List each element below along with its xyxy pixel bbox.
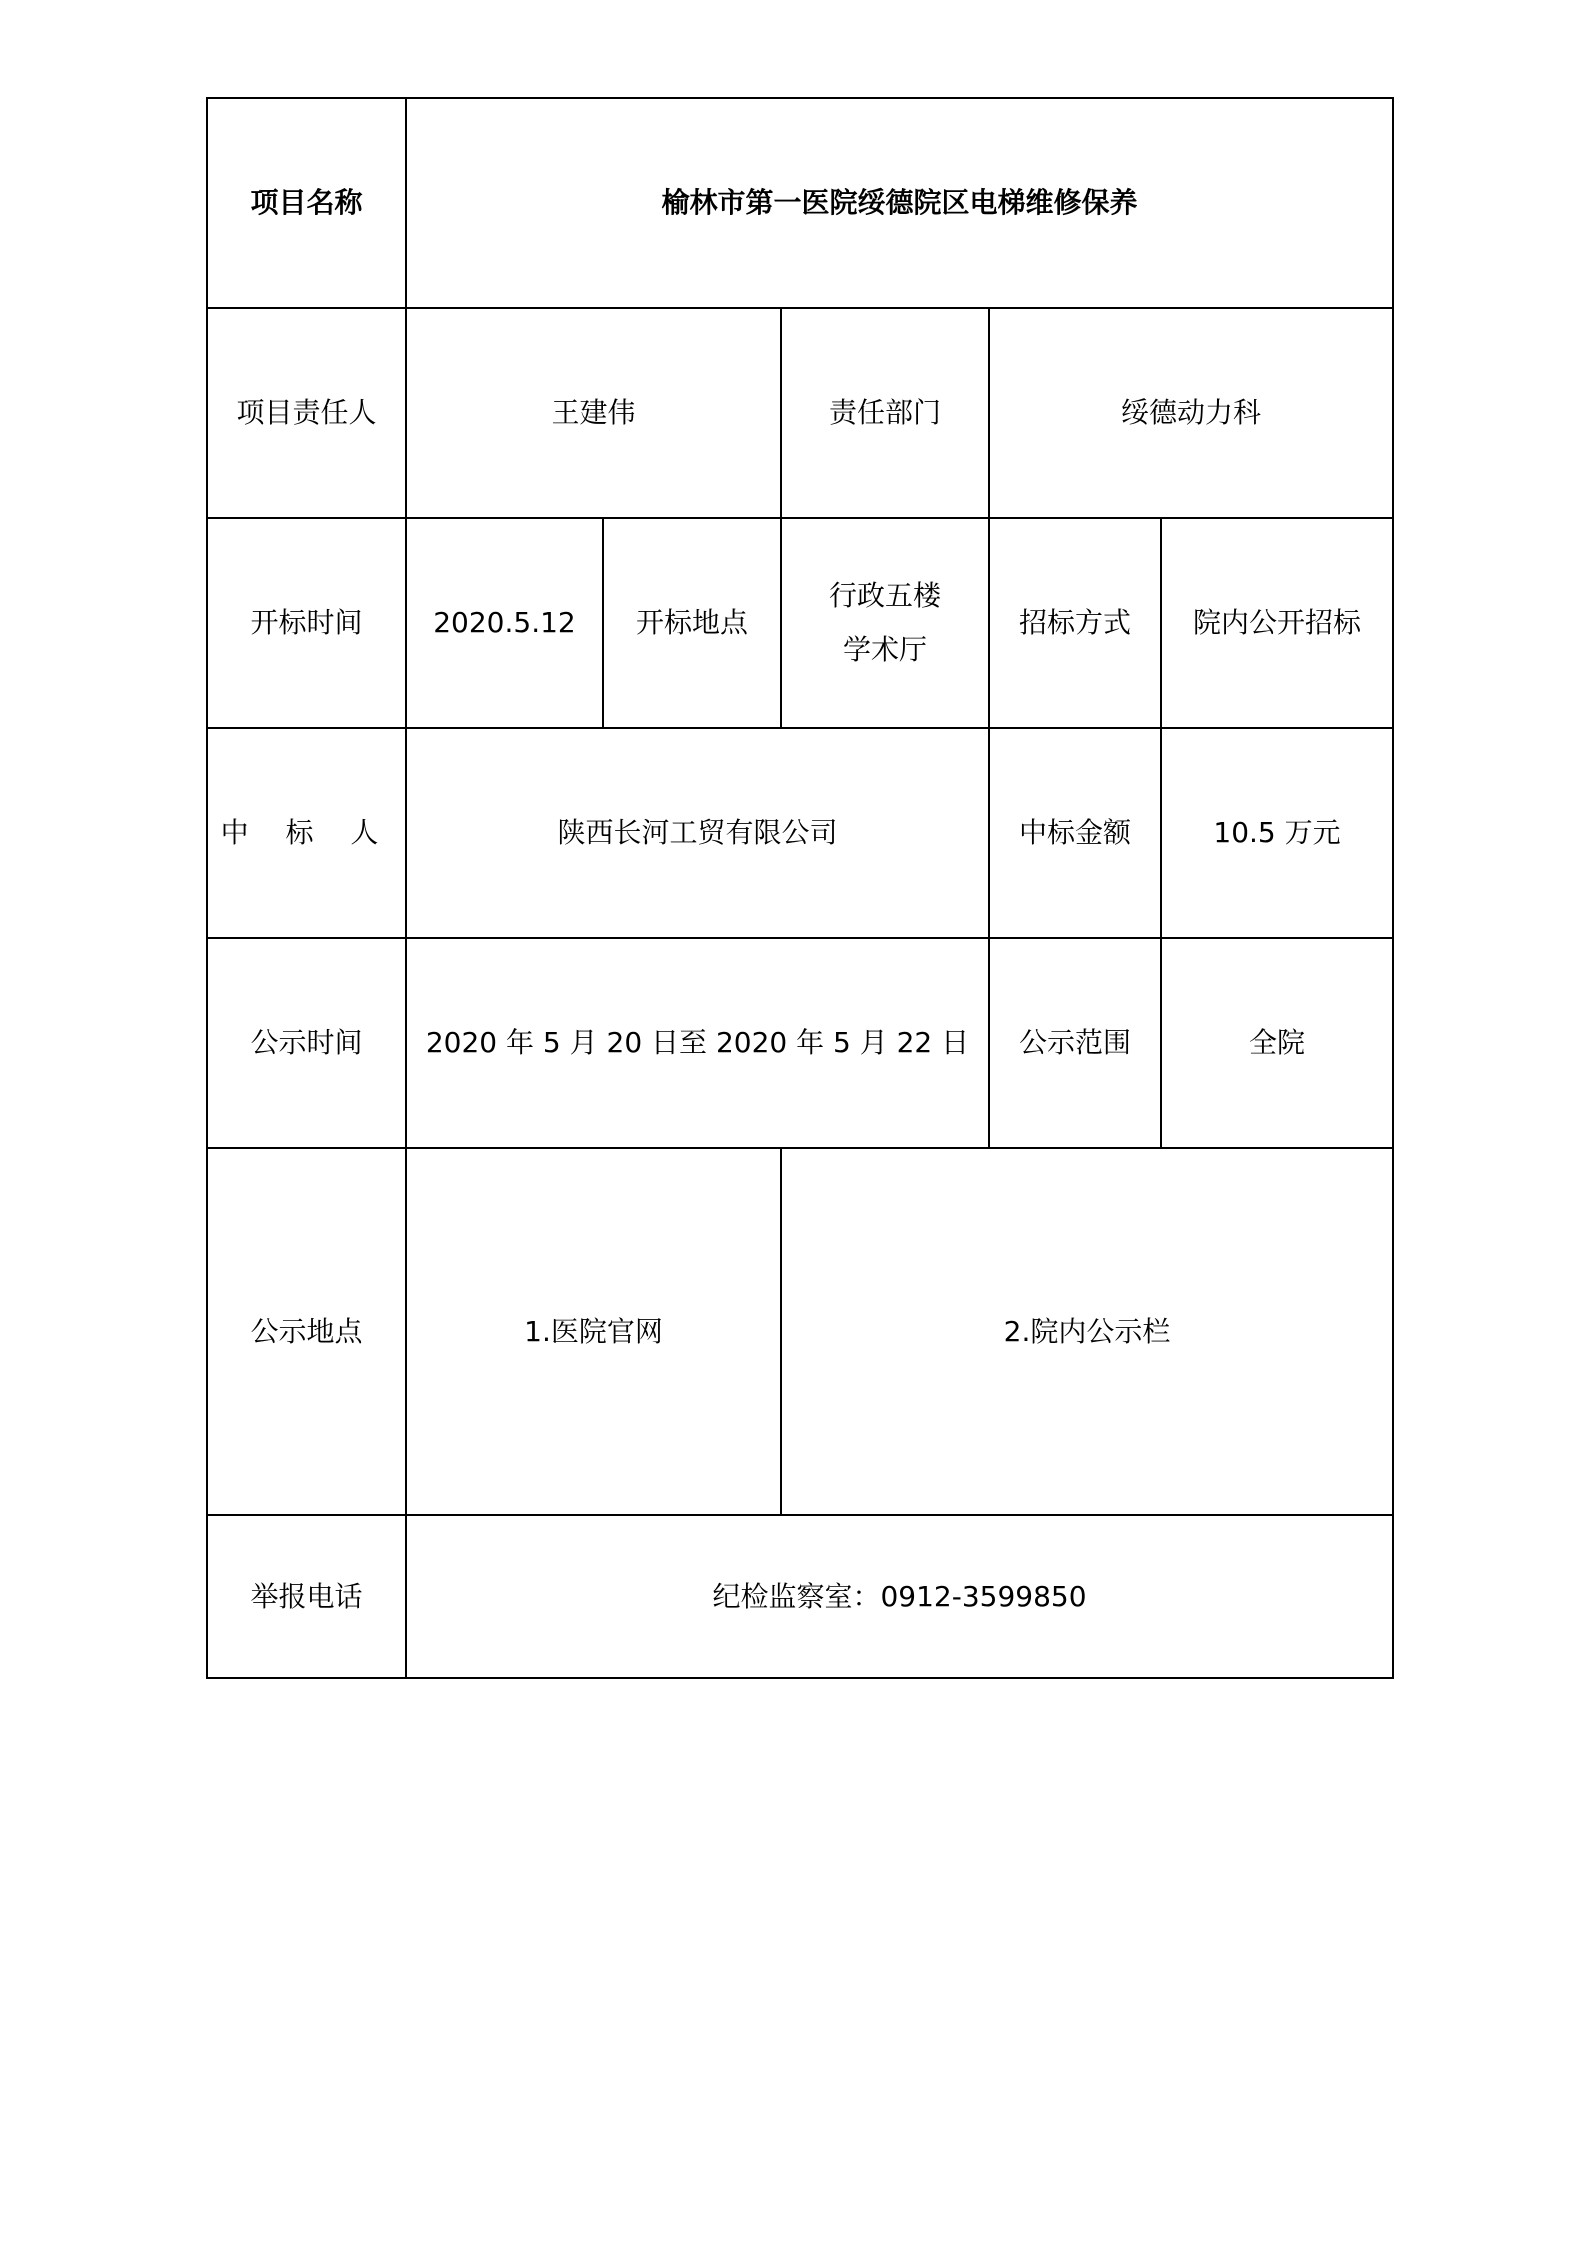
project-name-value: 榆林市第一医院绥德院区电梯维修保养 bbox=[406, 98, 1393, 308]
notice-place-label: 公示地点 bbox=[207, 1148, 406, 1515]
bid-result-table bbox=[206, 97, 1394, 1679]
row-bid-opening bbox=[207, 518, 1393, 728]
bid-open-place-label: 开标地点 bbox=[603, 518, 781, 728]
manager-label: 项目责任人 bbox=[207, 308, 406, 518]
row-notice-time bbox=[207, 938, 1393, 1148]
bid-open-time-value: 2020.5.12 bbox=[406, 518, 603, 728]
notice-scope-value: 全院 bbox=[1161, 938, 1393, 1148]
row-manager bbox=[207, 308, 1393, 518]
department-value: 绥德动力科 bbox=[989, 308, 1393, 518]
notice-scope-label: 公示范围 bbox=[989, 938, 1161, 1148]
bid-method-label: 招标方式 bbox=[989, 518, 1161, 728]
winner-value: 陕西长河工贸有限公司 bbox=[406, 728, 989, 938]
bid-method-value: 院内公开招标 bbox=[1161, 518, 1393, 728]
bid-open-place-line1: 行政五楼 bbox=[828, 579, 941, 612]
department-label: 责任部门 bbox=[781, 308, 989, 518]
notice-place-1: 1.医院官网 bbox=[406, 1148, 781, 1515]
row-notice-place bbox=[207, 1148, 1393, 1515]
bid-open-time-label: 开标时间 bbox=[207, 518, 406, 728]
winner-label: 中 标 人 bbox=[207, 728, 406, 938]
row-winner bbox=[207, 728, 1393, 938]
amount-value: 10.5 万元 bbox=[1161, 728, 1393, 938]
notice-place-2: 2.院内公示栏 bbox=[781, 1148, 1393, 1515]
manager-value: 王建伟 bbox=[406, 308, 781, 518]
report-phone-value: 纪检监察室：0912-3599850 bbox=[406, 1515, 1393, 1678]
notice-time-value: 2020 年 5 月 20 日至 2020 年 5 月 22 日 bbox=[406, 938, 989, 1148]
project-name-label: 项目名称 bbox=[207, 98, 406, 308]
report-phone-label: 举报电话 bbox=[207, 1515, 406, 1678]
row-report-phone bbox=[207, 1515, 1393, 1678]
notice-time-label: 公示时间 bbox=[207, 938, 406, 1148]
bid-open-place-value bbox=[781, 518, 989, 728]
row-project-name bbox=[207, 98, 1393, 308]
bid-open-place-line2: 学术厅 bbox=[842, 633, 927, 666]
amount-label: 中标金额 bbox=[989, 728, 1161, 938]
